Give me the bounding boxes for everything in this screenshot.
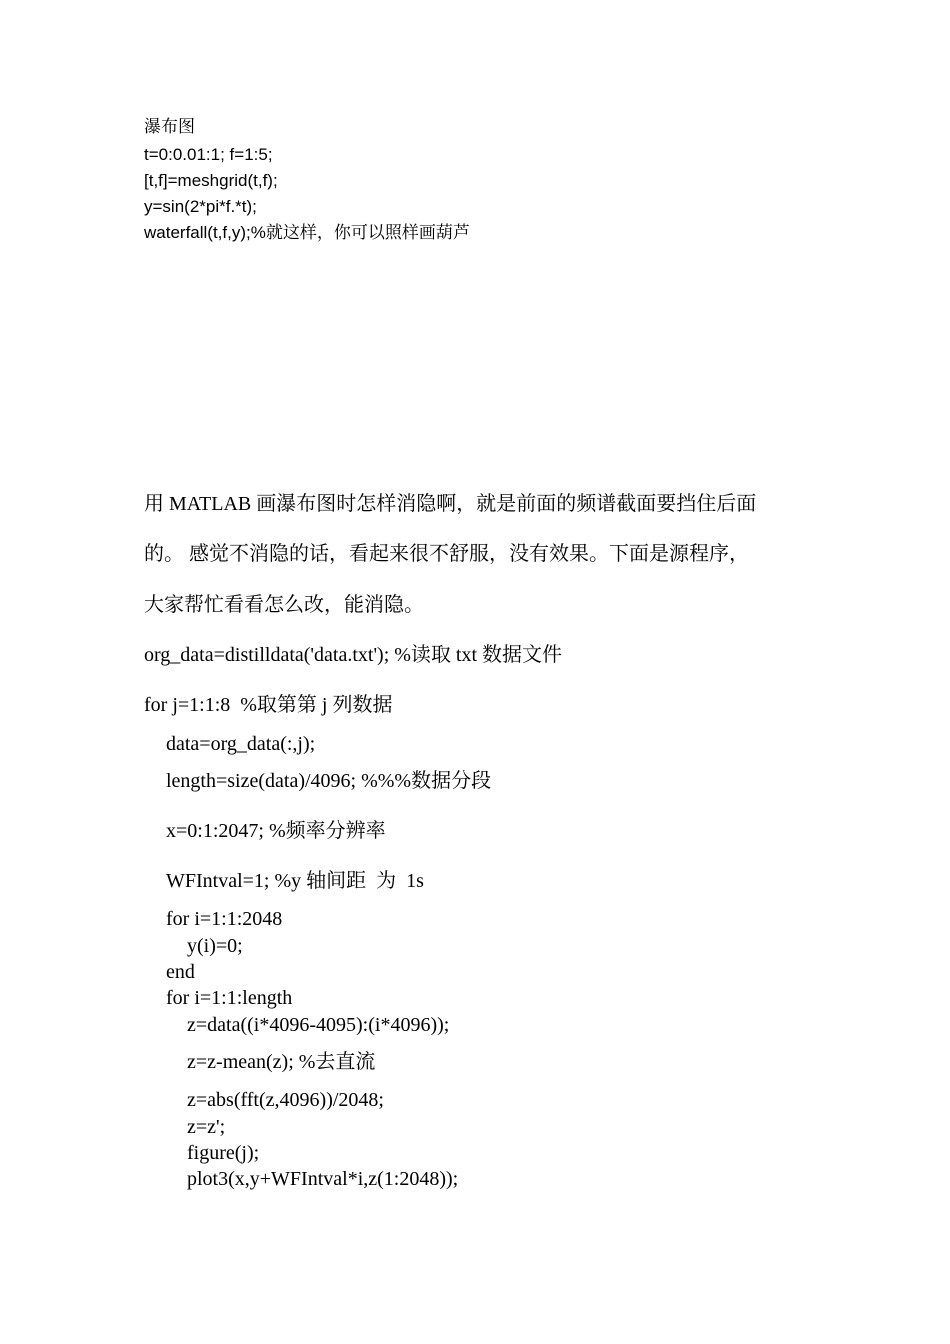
code-line: end [166, 961, 195, 983]
code-line: z=z'; [187, 1116, 226, 1138]
code-line: y(i)=0; [187, 935, 243, 957]
code-line: figure(j); [187, 1142, 260, 1164]
code-line: length=size(data)/4096; %%%数据分段 [166, 770, 492, 792]
paragraph-line: 用 MATLAB 画瀑布图时怎样消隐啊，就是前面的频谱截面要挡住后面 [144, 493, 757, 515]
code-line: z=abs(fft(z,4096))/2048; [187, 1089, 384, 1111]
code-line: z=z-mean(z); %去直流 [187, 1051, 376, 1073]
code-line: z=data((i*4096-4095):(i*4096)); [187, 1014, 450, 1036]
code-line: t=0:0.01:1; f=1:5; [144, 145, 273, 164]
paragraph-line: 的。 感觉不消隐的话，看起来很不舒服，没有效果。下面是源程序， [144, 543, 749, 565]
code-line: WFIntval=1; %y 轴间距 为 1s [166, 870, 424, 892]
code-line: [t,f]=meshgrid(t,f); [144, 171, 278, 190]
code-line: y=sin(2*pi*f.*t); [144, 197, 257, 216]
code-line: waterfall(t,f,y);%就这样，你可以照样画葫芦 [144, 223, 470, 242]
paragraph-line: 大家帮忙看看怎么改，能消隐。 [144, 594, 424, 616]
section-title: 瀑布图 [144, 117, 195, 136]
code-line: plot3(x,y+WFIntval*i,z(1:2048)); [187, 1168, 459, 1190]
code-line: x=0:1:2047; %频率分辨率 [166, 820, 386, 842]
code-line: org_data=distilldata('data.txt'); %读取 txt 数据文件 [144, 644, 563, 666]
code-line: for i=1:1:length [166, 987, 293, 1009]
code-line: data=org_data(:,j); [166, 733, 316, 755]
code-line: for i=1:1:2048 [166, 908, 283, 930]
code-line: for j=1:1:8 %取第第 j 列数据 [144, 694, 393, 716]
